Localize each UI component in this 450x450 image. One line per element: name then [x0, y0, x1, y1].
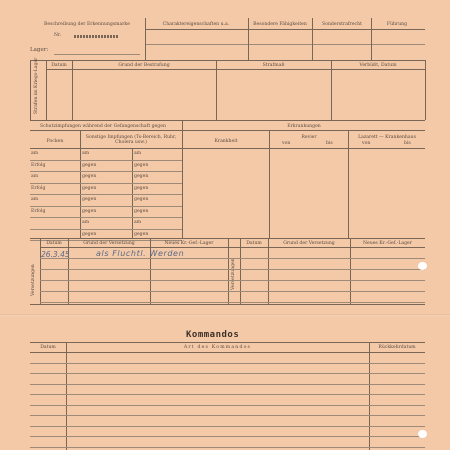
col-charakter: Charaktereigenschaften u.a. — [162, 22, 230, 27]
vers-v3 — [150, 238, 151, 304]
komm-row-line — [30, 394, 425, 395]
vers-v6 — [268, 238, 269, 304]
vers-bottom-line — [30, 304, 425, 305]
top-v3 — [312, 18, 313, 60]
strafen-v2 — [72, 60, 73, 120]
impf-gegen-label: gegen — [134, 208, 149, 214]
vers-row-line — [40, 280, 425, 281]
strafen-right — [425, 60, 426, 120]
komm-row-line — [30, 405, 425, 406]
top-row-line-1 — [145, 44, 425, 45]
impf-row-line — [30, 183, 182, 184]
impf-row-line — [30, 171, 182, 172]
vers-v2 — [68, 238, 69, 304]
top-v2 — [248, 18, 249, 60]
erk-col-revier: Revier — [301, 135, 317, 140]
strafen-col-datum: Datum — [51, 63, 67, 68]
strafen-side-label: Strafen im Kriegs-Lager — [34, 57, 39, 114]
strafen-col-strafmass: Strafmaß — [262, 63, 285, 68]
erk-laz-von: von — [362, 141, 371, 146]
vers-v7 — [350, 238, 351, 304]
vers-header-line — [40, 247, 425, 248]
erk-header: Erkrankungen — [287, 124, 321, 129]
impf-gegen-label: gegen — [82, 231, 97, 237]
komm-col-datum: Datum — [40, 345, 56, 350]
impf-v1 — [80, 130, 81, 238]
impf-header-line — [30, 148, 425, 149]
vers-v4 — [228, 238, 229, 304]
komm-v2 — [369, 342, 370, 450]
lager-label: Lager: — [30, 47, 49, 53]
top-header-line — [145, 29, 425, 30]
strafen-v3 — [216, 60, 217, 120]
komm-row-line — [30, 426, 425, 427]
impf-row-label: Erfolg — [31, 208, 46, 214]
impf-header: Schutzimpfungen während der Gefangenschaft gegen — [40, 124, 166, 129]
beschreibung-label: Beschreibung der Erkennungsmarke — [44, 22, 130, 27]
nr-field-marker — [74, 35, 118, 38]
komm-row-line — [30, 415, 425, 416]
impf-row-line — [30, 160, 182, 161]
impf-col-pocken: Pocken — [46, 139, 64, 144]
erk-v1 — [269, 130, 270, 238]
erk-revier-von: von — [282, 141, 291, 146]
col-faehigkeiten: Besondere Fähigkeiten — [253, 22, 307, 27]
impf-row-label: am — [31, 174, 39, 179]
komm-v1 — [66, 342, 67, 450]
komm-row-line — [30, 447, 425, 448]
impf-gegen-label: gegen — [82, 174, 97, 179]
vers-row-line — [40, 291, 425, 292]
vers-v1 — [40, 238, 41, 304]
impf-gegen-label: gegen — [82, 197, 97, 202]
vers-col-grund-1: Grund der Versetzung — [83, 241, 135, 246]
komm-top-line — [30, 342, 425, 343]
impf-subhead-line — [30, 130, 425, 131]
komm-col-rueckkehr: Rückkehrdatum — [378, 345, 416, 350]
punch-hole-bottom — [418, 430, 427, 438]
komm-row-line — [30, 363, 425, 364]
impf-row-line — [30, 194, 182, 195]
card-fold — [0, 314, 450, 317]
impf-v2 — [132, 148, 133, 238]
komm-row-line — [30, 436, 425, 437]
top-v4 — [371, 18, 372, 60]
erk-revier-bis: bis — [326, 141, 333, 146]
impf-row-line — [30, 229, 182, 230]
kommandos-title: Kommandos — [186, 330, 240, 340]
vers-row-line — [40, 302, 425, 303]
impf-row-label: am — [31, 151, 39, 156]
erk-col-krankheit: Krankheit — [214, 139, 238, 144]
strafen-top-line — [30, 60, 425, 61]
impf-row-line — [30, 217, 182, 218]
erk-laz-bis: bis — [404, 141, 411, 146]
impf-gegen-label: gegen — [82, 162, 97, 168]
impf-gegen-label: gegen — [82, 185, 97, 191]
vers-side-label-2: Versetzungen — [231, 258, 236, 290]
strafen-v4 — [331, 60, 332, 120]
strafen-col-grund: Grund der Bestrafung — [118, 63, 170, 68]
vers-side-label-1: Versetzungen — [31, 264, 36, 296]
impf-gegen-label: gegen — [134, 162, 149, 168]
strafen-col-verbuesst: Verbüßt, Datum — [359, 63, 397, 68]
vers-row-line — [40, 258, 425, 259]
impf-col-sonstige: Sonstige Impfungen (Ts-Bereich, Ruhr, Cholera usw.) — [85, 135, 177, 146]
col-fuehrung: Führung — [386, 22, 408, 27]
impf-v3 — [182, 120, 183, 238]
lager-line — [54, 54, 140, 55]
vers-col-datum-1: Datum — [46, 241, 62, 246]
impf-row-label: am — [31, 197, 39, 202]
punch-hole-top — [418, 262, 427, 270]
vers-row-line — [40, 269, 425, 270]
vers-entry-grund: als Fluchtl. Werden — [96, 249, 185, 258]
impf-gegen-label: am — [82, 151, 90, 156]
impf-gegen-label: gegen — [134, 197, 149, 202]
impf-gegen-label: gegen — [134, 185, 149, 191]
impf-gegen-label: gegen — [134, 174, 149, 179]
impf-row-label: Erfolg — [31, 185, 46, 191]
impf-gegen-label: gegen — [82, 208, 97, 214]
vers-col-neues-2: Neues Kr.-Gef.-Lager — [363, 241, 412, 246]
strafen-left — [30, 60, 31, 120]
impf-gegen-label: gegen — [134, 231, 149, 237]
vers-entry-date: 26.3.45 — [41, 250, 70, 259]
strafen-v1 — [46, 60, 47, 120]
impf-gegen-label: am — [82, 220, 90, 225]
erk-v2 — [348, 130, 349, 238]
nr-label: Nr. — [54, 33, 62, 38]
vers-v5 — [240, 238, 241, 304]
strafen-bottom-line — [30, 120, 425, 121]
vers-col-grund-2: Grund der Versetzung — [283, 241, 335, 246]
top-v1 — [145, 18, 146, 60]
strafen-header-line — [46, 69, 425, 70]
vers-col-neues-1: Neues Kr.-Gef.-Lager — [164, 241, 214, 246]
komm-col-art: Art des Kommandos — [183, 345, 252, 350]
vers-col-datum-2: Datum — [246, 241, 262, 246]
impf-gegen-label: am — [134, 151, 142, 156]
impf-gegen-label: am — [134, 220, 142, 225]
erk-col-lazarett: Lazarett — Krankenhaus — [358, 135, 416, 140]
komm-row-line — [30, 384, 425, 385]
komm-header-line — [30, 352, 425, 353]
impf-row-label: Erfolg — [31, 162, 46, 168]
impf-row-line — [30, 206, 182, 207]
col-strafen-top: Sonderstrafrecht — [322, 22, 362, 27]
komm-row-line — [30, 373, 425, 374]
